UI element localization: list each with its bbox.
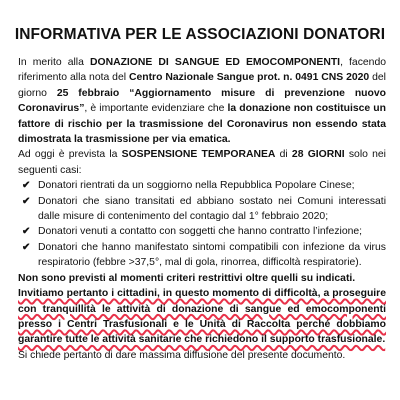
invite-text: Invitiamo pertanto i cittadini, in questo momento di difficoltà, a proseguire con tranquillità le attività di donazione di sangue ed emocomponenti presso i Centri Trasfusionali e le Unità di Raccolta perché dobbiamo garantire tutte le attività sanitarie che richiedono il supporto trasfusionale. [18, 288, 386, 346]
intro-text-4: , è importante evidenziare che [84, 103, 228, 115]
intro-bold-subject: “Aggiornamento misure di prevenzione nuovo Coronavirus” [18, 87, 386, 115]
check-icon: ✔ [22, 241, 31, 253]
document-title: INFORMATIVA PER LE ASSOCIAZIONI DONATORI [14, 26, 386, 43]
list-item: ✔ Donatori venuti a contatto con soggetti che hanno contratto l’infezione; [18, 224, 386, 239]
intro-text-1: In merito alla [18, 57, 90, 68]
intro-paragraph [18, 55, 386, 147]
suspension-text-1: Ad oggi è prevista la [18, 149, 122, 161]
intro-bold-date: 25 febbraio [56, 87, 120, 99]
check-icon: ✔ [22, 226, 31, 238]
intro-bold-cns: Centro Nazionale Sangue prot. n. 0491 CNS 2020 [128, 72, 370, 84]
invite-paragraph [18, 286, 386, 348]
no-criteria-paragraph: Non sono previsti al momenti criteri restrittivi oltre quelli su indicati. [18, 272, 356, 284]
document-body [18, 55, 386, 363]
suspension-bold-1: SOSPENSIONE TEMPORANEA [121, 149, 276, 161]
suspension-text-3: solo nei seguenti casi: [18, 149, 386, 176]
suspension-list [18, 178, 386, 270]
check-icon: ✔ [22, 180, 31, 192]
list-item: ✔ Donatori rientrati da un soggiorno nella Repubblica Popolare Cinese; [18, 178, 386, 193]
intro-text-2: , facendo riferimento alla nota del [18, 57, 387, 84]
check-icon: ✔ [22, 195, 31, 207]
list-item: ✔ Donatori che hanno manifestato sintomi compatibili con infezione da virus respiratorio (febbre >37,5°, mal di gola, rinorrea, difficoltà respiratorie). [22, 241, 386, 269]
suspension-bold-days: 28 GIORNI [291, 149, 345, 161]
list-item: ✔ Donatori che siano transitati ed abbiano sostato nei Comuni interessati dalle misure di contenimento del contagio dal 1° febbraio 2020; [22, 195, 386, 223]
suspension-text-2: di [275, 149, 292, 161]
intro-bold-no-risk: la donazione non costituisce un fattore di rischio per la trasmissione del Coronavirus non essendo stata dimostrata la trasmissione per via ematica. [18, 103, 386, 146]
suspension-paragraph [18, 147, 386, 178]
closing-paragraph: Si chiede pertanto di dare massima diffusione del presente documento. [18, 349, 346, 361]
intro-bold-donation: DONAZIONE DI SANGUE ED EMOCOMPONENTI [89, 57, 341, 68]
intro-text-3: del giorno [18, 72, 386, 99]
